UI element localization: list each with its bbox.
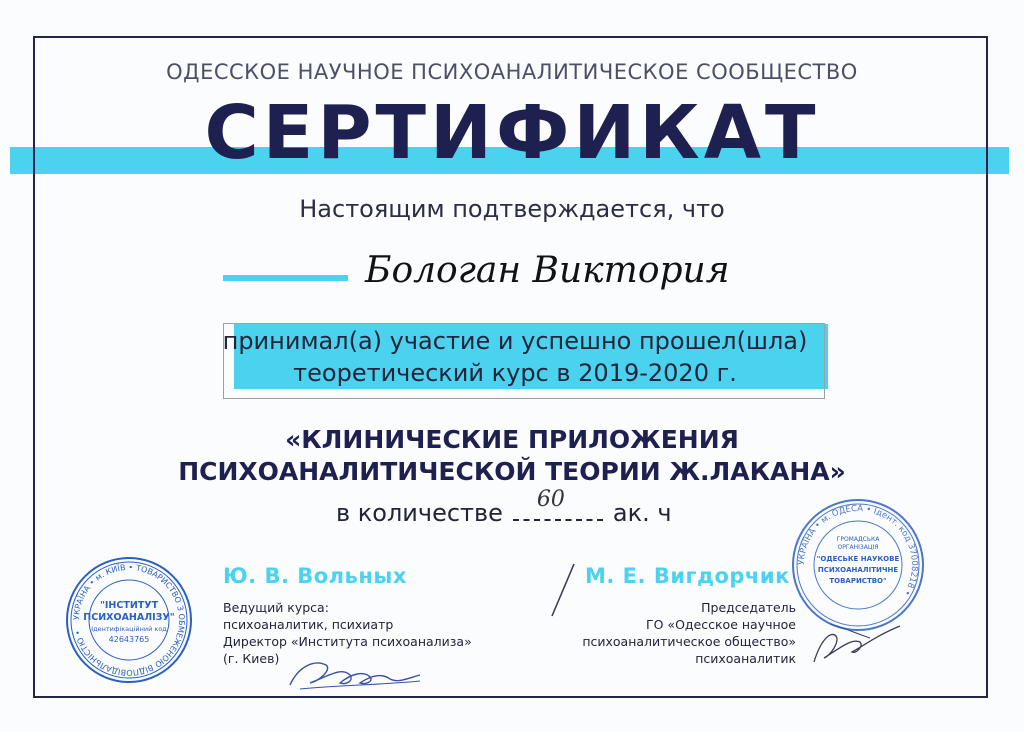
stamp-left-line-4: 42643765 (108, 635, 150, 644)
hours-suffix: ак. ч (612, 499, 672, 527)
stamp-left (65, 556, 193, 684)
participation-line-2: теоретический курс в 2019-2020 г. (293, 359, 737, 387)
course-title-line-2: ПСИХОАНАЛИТИЧЕСКОЙ ТЕОРИИ Ж.ЛАКАНА» (178, 457, 846, 486)
participation-line-1: принимал(а) участие и успешно прошел(шла) (222, 327, 808, 355)
stamp-left-line-3: Ідентифікаційний код (91, 625, 167, 633)
stamp-right-line-1: ГРОМАДСЬКА (836, 536, 880, 543)
signatory-right-name: М. Е. Вигдорчик (585, 564, 790, 588)
participation-text (180, 325, 850, 389)
stamp-right-line-4: ПСИХОАНАЛІТИЧНЕ (817, 566, 899, 574)
signatory-left-role-line: (г. Киев) (223, 651, 280, 666)
certificate-title: СЕРТИФИКАТ (204, 90, 820, 176)
stamp-right-line-3: "ОДЕСЬКЕ НАУКОВЕ (816, 555, 900, 563)
confirm-text: Настоящим подтверждается, что (299, 195, 725, 223)
signatory-right-role-line: Председатель (701, 600, 796, 615)
hours-value: 60 (536, 487, 565, 512)
hours-blank (513, 487, 603, 521)
signatory-left-role-line: Ведущий курса: (223, 600, 329, 615)
stamp-right (790, 497, 926, 633)
signatory-right-role (582, 599, 796, 667)
signatory-right-role-line: психоаналитическое общество» (582, 634, 796, 649)
stamp-right-line-2: ОРГАНІЗАЦІЯ (837, 544, 879, 551)
signature-left (280, 645, 430, 695)
stamp-right-line-5: ТОВАРИСТВО" (829, 577, 887, 585)
hours-prefix: в количестве (336, 499, 503, 527)
signatory-left-name: Ю. В. Вольных (223, 564, 407, 588)
stamp-left-line-1: "ІНСТИТУТ (99, 600, 159, 611)
signatory-right-role-line: психоаналитик (695, 651, 796, 666)
signatory-right-role-line: ГО «Одесское научное (646, 617, 796, 632)
stamp-left-line-2: ПСИХОАНАЛІЗУ" (83, 612, 175, 623)
hours-line (336, 487, 672, 527)
society-name: ОДЕССКОЕ НАУЧНОЕ ПСИХОАНАЛИТИЧЕСКОЕ СООБЩЕСТВО (166, 60, 858, 84)
stamp-right-ring-text: УКРАЇНА • м. ОДЕСА • Ідент. код 37008218 • (796, 503, 920, 598)
stamp-left-ring-text: УКРАЇНА • м. КИЇВ • ТОВАРИСТВО З ОБМЕЖЕНОЮ ВІДПОВІДАЛЬНІСТЮ • (71, 562, 187, 678)
recipient-name: Бологан Виктория (365, 250, 730, 291)
signatory-left-role-line: психоаналитик, психиатр (223, 617, 394, 632)
name-accent-line (223, 275, 348, 281)
signatory-left-role-line: Директор «Института психоанализа» (223, 634, 472, 649)
course-title-line-1: «КЛИНИЧЕСКИЕ ПРИЛОЖЕНИЯ (285, 425, 739, 454)
course-title (0, 424, 1024, 488)
slash-mark (548, 560, 578, 620)
